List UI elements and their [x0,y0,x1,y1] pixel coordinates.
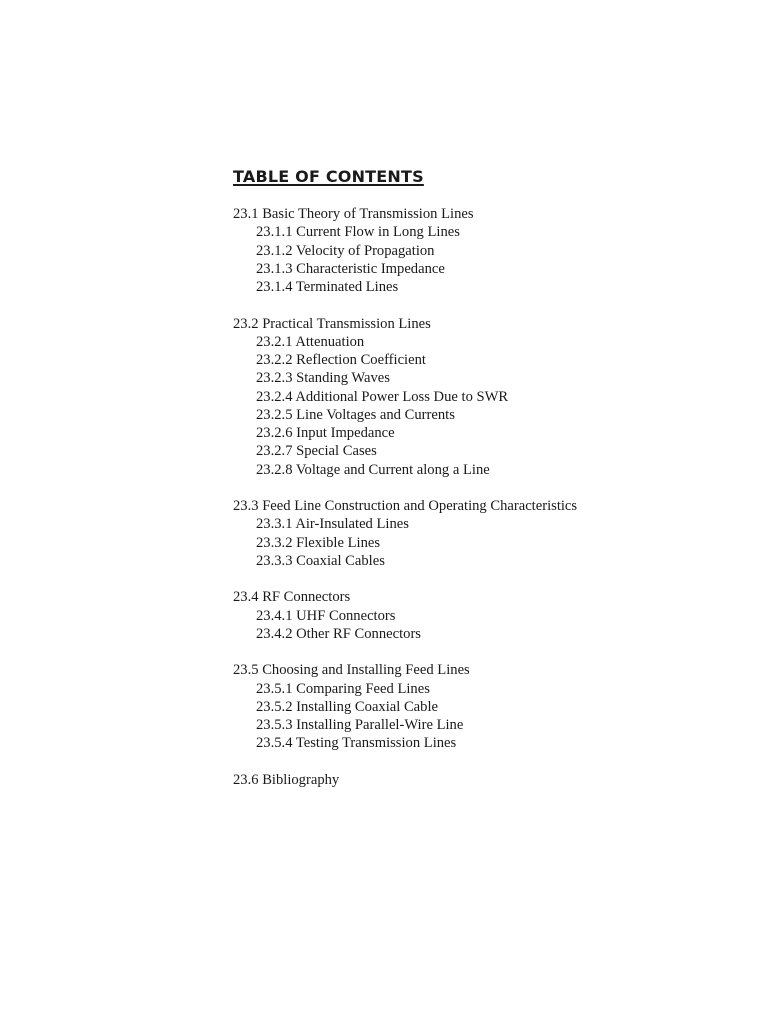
toc-subsection-entry: 23.2.8 Voltage and Current along a Line [256,461,490,478]
toc-section-heading: 23.6 Bibliography [233,771,340,788]
toc-subsection-entry: 23.2.5 Line Voltages and Currents [256,406,455,423]
toc-section-heading: 23.1 Basic Theory of Transmission Lines [233,206,474,222]
toc-subsection-entry: 23.4.1 UHF Connectors [256,607,396,624]
toc-subsection-entry: 23.3.2 Flexible Lines [256,534,381,551]
toc-subsection-entry: 23.2.2 Reflection Coefficient [256,352,426,368]
toc-section-heading: 23.5 Choosing and Installing Feed Lines [233,662,470,679]
toc-subsection-entry: 23.4.2 Other RF Connectors [256,625,421,642]
toc-subsection-entry: 23.5.2 Installing Coaxial Cable [256,698,438,715]
toc-subsection-entry: 23.5.1 Comparing Feed Lines [256,680,430,697]
toc-section [233,661,713,752]
toc-section [233,205,713,296]
toc-subsection-entry: 23.5.4 Testing Transmission Lines [256,735,457,752]
toc-subsection-entry: 23.2.3 Standing Waves [256,370,390,387]
toc-title: TABLE OF CONTENTS [233,167,424,186]
toc-subsection-entry: 23.1.2 Velocity of Propagation [256,242,435,259]
toc-subsection-entry: 23.2.1 Attenuation [256,333,365,350]
toc-section-heading: 23.4 RF Connectors [233,589,351,606]
toc-subsection-entry: 23.2.7 Special Cases [256,443,377,460]
toc-section-heading: 23.3 Feed Line Construction and Operating Characteristics [233,498,578,514]
toc-subsection-entry: 23.1.1 Current Flow in Long Lines [256,224,460,241]
toc-subsection-entry: 23.5.3 Installing Parallel-Wire Line [256,717,464,733]
toc-list [233,205,713,807]
toc-subsection-entry: 23.3.1 Air-Insulated Lines [256,516,409,533]
toc-subsection-entry: 23.1.4 Terminated Lines [256,279,399,295]
toc-subsection-entry: 23.2.6 Input Impedance [256,425,395,441]
toc-section [233,497,713,570]
toc-subsection-entry: 23.2.4 Additional Power Loss Due to SWR [256,388,509,405]
toc-subsection-entry: 23.3.3 Coaxial Cables [256,552,385,569]
toc-section [233,588,713,643]
toc-section-heading: 23.2 Practical Transmission Lines [233,315,431,332]
toc-subsection-entry: 23.1.3 Characteristic Impedance [256,260,445,277]
toc-section [233,771,713,789]
toc-section [233,315,713,479]
